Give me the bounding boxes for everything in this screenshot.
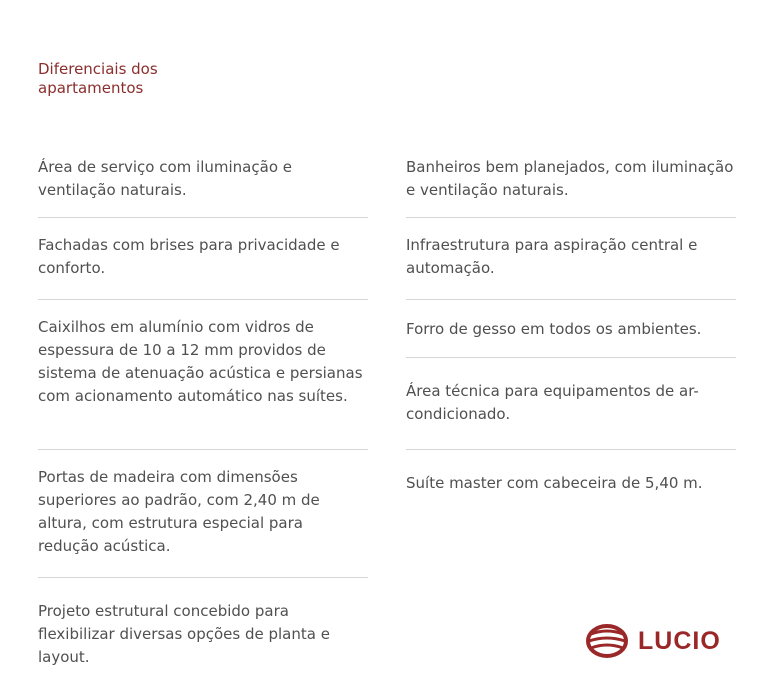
feature-item: Forro de gesso em todos os ambientes. [406,300,736,358]
left-features-column [38,150,368,666]
feature-item: Banheiros bem planejados, com iluminação e ventilação naturais. [406,150,736,218]
page-title: Diferenciais dos apartamentos [38,60,158,97]
feature-item: Infraestrutura para aspiração central e automação. [406,218,736,300]
feature-item: Projeto estrutural concebido para flexibilizar diversas opções de planta e layout. [38,602,330,666]
lucio-logo-icon [585,623,631,659]
feature-item: Fachadas com brises para privacidade e conforto. [38,218,368,300]
feature-item: Área de serviço com iluminação e ventilação naturais. [38,150,368,218]
right-features-column [406,150,736,510]
feature-item: Área técnica para equipamentos de ar-condicionado. [406,358,736,450]
feature-item: Suíte master com cabeceira de 5,40 m. [406,474,703,492]
feature-item: Portas de madeira com dimensões superiores ao padrão, com 2,40 m de altura, com estrutura especial para redução acústica. [38,450,368,578]
brand-logo [585,623,721,659]
brand-name: LUCIO [638,626,721,655]
feature-item: Caixilhos em alumínio com vidros de espessura de 10 a 12 mm providos de sistema de atenuação acústica e persianas com acionamento automático nas suítes. [38,300,368,450]
